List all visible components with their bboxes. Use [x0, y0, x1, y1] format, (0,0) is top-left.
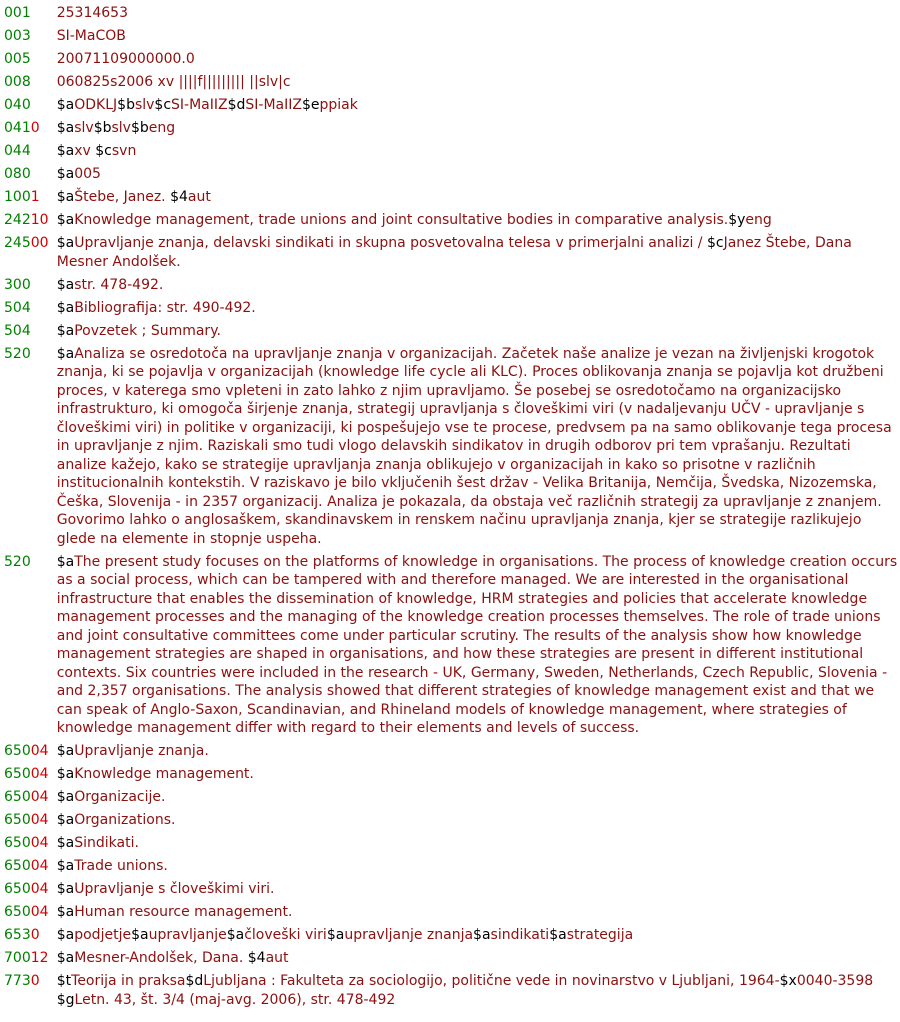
marc-field-080	[4, 165, 900, 184]
subfield-code: $a	[56, 143, 75, 159]
marc-field-650	[4, 742, 900, 761]
field-tag: 003	[4, 28, 31, 44]
field-content	[57, 96, 900, 115]
field-content	[57, 949, 900, 968]
marc-field-041	[4, 119, 900, 138]
subfield-code: $a	[56, 743, 75, 759]
subfield-value: ppiak	[319, 97, 358, 113]
field-content	[57, 834, 900, 853]
field-tag: 504	[4, 299, 31, 316]
subfield-code: $b	[93, 120, 112, 136]
subfield-value: eng	[745, 212, 772, 228]
subfield-value: eng	[148, 120, 176, 136]
subfield-value: Ljubljana : Fakulteta za sociologijo, politične vede in novinarstvo v Ljubljani, 1964-	[203, 973, 780, 989]
subfield-value: upravljanje	[148, 927, 227, 943]
subfield-value: svn	[111, 143, 137, 159]
marc-field-040	[4, 96, 900, 115]
field-tag: 008	[4, 74, 31, 90]
subfield-value: Knowledge management, trade unions and joint consultative bodies in comparative analysis.	[74, 212, 729, 228]
marc-field-504	[4, 322, 900, 341]
marc-field-650	[4, 903, 900, 922]
subfield-value: Teorija in praksa	[71, 973, 186, 989]
field-indicators: 0	[30, 120, 40, 136]
subfield-value: slv	[111, 120, 131, 136]
field-indicators: 04	[30, 789, 49, 805]
marc-field-650	[4, 834, 900, 853]
subfield-code: $a	[131, 927, 149, 943]
marc-field-100	[4, 188, 900, 207]
subfield-code: $x	[779, 973, 797, 989]
subfield-value: podjetje	[74, 927, 132, 943]
subfield-code: $a	[56, 345, 75, 362]
marc-field-653	[4, 926, 900, 945]
subfield-code: $a	[56, 927, 75, 943]
field-tag: 773	[4, 973, 31, 989]
field-tag: 650	[4, 858, 31, 874]
field-indicators: 10	[30, 212, 49, 228]
field-tag: 100	[4, 189, 31, 205]
subfield-code: $a	[56, 881, 75, 897]
subfield-code: $e	[301, 97, 320, 113]
marc-field-700	[4, 949, 900, 968]
subfield-value: Mesner-Andolšek, Dana.	[74, 950, 248, 966]
field-tag: 040	[4, 97, 31, 113]
marc-field-044	[4, 142, 900, 161]
field-tag: 653	[4, 927, 31, 943]
field-indicators: 04	[30, 881, 49, 897]
subfield-value: slv	[74, 120, 94, 136]
subfield-value: Upravljanje s človeškimi viri.	[74, 881, 275, 897]
field-tag: 520	[4, 553, 31, 570]
subfield-code: $a	[56, 858, 75, 874]
field-indicators: 1	[30, 189, 40, 205]
subfield-value: str. 478-492.	[74, 276, 164, 293]
subfield-value: Upravljanje znanja.	[74, 743, 209, 759]
marc-field-520	[4, 553, 900, 738]
marc-field-773	[4, 972, 900, 1009]
field-content	[57, 553, 900, 738]
field-indicators: 04	[30, 835, 49, 851]
subfield-value: Upravljanje znanja, delavski sindikati in skupna posvetovalna telesa v primerjalni analizi /	[74, 235, 707, 251]
subfield-value: Letn. 43, št. 3/4 (maj-avg. 2006), str. 478-492	[74, 991, 396, 1008]
subfield-value: strategija	[566, 927, 634, 943]
subfield-code: $a	[56, 97, 75, 113]
field-content	[57, 119, 900, 138]
field-content	[57, 972, 900, 1009]
subfield-value: sindikati	[490, 927, 550, 943]
subfield-value: upravljanje znanja	[344, 927, 474, 943]
subfield-code: $a	[56, 835, 75, 851]
field-content	[57, 742, 900, 761]
field-content	[57, 73, 900, 92]
field-content	[57, 165, 900, 184]
marc-field-008	[4, 73, 900, 92]
subfield-code: $a	[56, 189, 75, 205]
subfield-value: SI-MaIIZ	[171, 97, 228, 113]
field-tag: 700	[4, 950, 31, 966]
subfield-code: $g	[56, 991, 75, 1008]
field-tag: 650	[4, 743, 31, 759]
subfield-code: $t	[56, 973, 72, 989]
field-tag: 520	[4, 345, 31, 362]
subfield-code: $4	[170, 189, 188, 205]
marc-field-005	[4, 50, 900, 69]
field-content	[57, 211, 900, 230]
field-content	[57, 345, 900, 549]
subfield-code: $c	[95, 143, 112, 159]
subfield-value: Janez Štebe, Dana Mesner Andolšek.	[56, 235, 852, 270]
field-content	[57, 142, 900, 161]
field-indicators: 12	[30, 950, 49, 966]
field-indicators: 00	[30, 235, 49, 251]
subfield-code: $a	[56, 212, 75, 228]
subfield-code: $d	[227, 97, 246, 113]
subfield-code: $a	[56, 950, 75, 966]
field-indicators: 04	[30, 812, 49, 828]
subfield-code: $a	[56, 299, 75, 316]
marc-record	[4, 4, 900, 1014]
subfield-code: $a	[56, 166, 75, 182]
field-tag: 650	[4, 812, 31, 828]
subfield-code: $y	[728, 212, 746, 228]
field-content	[57, 188, 900, 207]
marc-field-001	[4, 4, 900, 23]
field-tag: 242	[4, 212, 31, 228]
marc-field-650	[4, 788, 900, 807]
subfield-code: $a	[56, 120, 75, 136]
field-indicators: 0	[30, 927, 40, 943]
subfield-code: $a	[473, 927, 491, 943]
field-content	[57, 765, 900, 784]
subfield-code: $d	[185, 973, 204, 989]
field-tag: 650	[4, 789, 31, 805]
field-content	[57, 50, 900, 69]
subfield-code: $a	[56, 235, 75, 251]
subfield-value: Organizacije.	[74, 789, 166, 805]
field-content	[57, 811, 900, 830]
subfield-code: $c	[154, 97, 172, 113]
subfield-value: človeški viri	[244, 927, 327, 943]
subfield-value: slv	[134, 97, 155, 113]
subfield-value: 0040-3598	[796, 973, 874, 989]
subfield-code: $a	[56, 789, 75, 805]
subfield-value: ODKLJ	[74, 97, 118, 113]
marc-field-242	[4, 211, 900, 230]
subfield-code: $b	[117, 97, 135, 113]
marc-field-650	[4, 811, 900, 830]
field-tag: 504	[4, 322, 31, 339]
field-indicators: 0	[30, 973, 40, 989]
subfield-value: Sindikati.	[74, 835, 139, 851]
field-tag: 005	[4, 51, 31, 67]
subfield-code: $a	[56, 904, 75, 920]
field-tag: 080	[4, 166, 31, 182]
marc-field-504	[4, 299, 900, 318]
marc-field-650	[4, 765, 900, 784]
field-content	[57, 27, 900, 46]
subfield-value: Bibliografija: str. 490-492.	[74, 299, 256, 316]
field-content	[57, 903, 900, 922]
subfield-code: $a	[326, 927, 345, 943]
field-tag: 001	[4, 5, 31, 21]
subfield-code: $a	[56, 276, 75, 293]
field-tag: 300	[4, 276, 31, 293]
field-content	[57, 926, 900, 945]
subfield-code: $a	[549, 927, 567, 943]
field-tag: 650	[4, 881, 31, 897]
field-indicators: 04	[30, 858, 49, 874]
field-tag: 041	[4, 120, 31, 136]
marc-field-520	[4, 345, 900, 549]
marc-field-245	[4, 234, 900, 271]
field-tag: 650	[4, 835, 31, 851]
subfield-code: $4	[247, 950, 266, 966]
subfield-value: Povzetek ; Summary.	[74, 322, 221, 339]
subfield-value: The present study focuses on the platforms of knowledge in organisations. The process of knowledge creation occurs as a social process, which can be tampered with and therefore managed. We are interested in the organisational infrastructure that enables the dissemination of knowledge, HRM strategies and policies that accelerate knowledge management processes and the managing of the knowledge creation processes themselves. The role of trade unions and joint consultative committees come under particular scrutiny. The results of the analysis show how knowledge management strategies are shaped in organisations, and how these strategies are present in different institutional contexts. Six countries were included in the research - UK, Germany, Sweden, Netherlands, Czech Republic, Slovenia - and 2,357 organisations. The analysis showed that different strategies of knowledge management exist and that we can speak of Anglo-Saxon, Scandinavian, and Rhineland models of knowledge management, where strategies of knowledge management differ with regard to their elements and levels of success.	[56, 553, 898, 736]
marc-field-650	[4, 857, 900, 876]
subfield-code: $a	[226, 927, 245, 943]
field-indicators: 04	[30, 766, 49, 782]
field-tag: 650	[4, 904, 31, 920]
subfield-value: SI-MaIIZ	[245, 97, 302, 113]
field-tag: 044	[4, 143, 31, 159]
field-indicators: 04	[30, 743, 49, 759]
subfield-value: Analiza se osredotoča na upravljanje znanja v organizacijah. Začetek naše analize je vezan na življenjski krogotok znanja, ki se pojavlja v organizacijah (knowledge life cycle ali KLC). Proces oblikovanja znanja se pojavlja kot družbeni proces, v katerega smo vpleteni in zato lahko z njim upravljamo. Še posebej se osredotočamo na organizacijsko infrastrukturo, ki omogoča širjenje znanja, strategij upravljanja s človeškimi viri (v nadaljevanju UČV - upravljanje s človeškimi viri) in politike v organizaciji, ki pospešujejo vse te procese, predvsem pa na samo oblikovanje tega procesa in upravljanje z njim. Raziskali smo tudi vlogo delavskih sindikatov in drugih odborov pri tem vprašanju. Rezultati analize kažejo, kako se strategije upravljanja znanja oblikujejo v organizacijah in kako so prisotne v različnih institucionalnih kontekstih. V raziskavo je bilo vključenih šest držav - Velika Britanija, Nemčija, Švedska, Nizozemska, Češka, Slovenija - in 2357 organizacij. Analiza je pokazala, da obstaja več različnih strategij za upravljanje z znanjem. Govorimo lahko o anglosaškem, skandinavskem in renskem načinu upravljanja znanja, kjer se strategije razlikujejo glede na elemente in stopnje uspeha.	[56, 345, 892, 547]
marc-field-300	[4, 276, 900, 295]
field-content	[57, 880, 900, 899]
subfield-code: $a	[56, 766, 75, 782]
subfield-value: Štebe, Janez.	[74, 189, 171, 205]
subfield-value: Trade unions.	[74, 858, 168, 874]
subfield-value: aut	[265, 950, 289, 966]
subfield-value: xv	[74, 143, 96, 159]
subfield-value: SI-MaCOB	[56, 28, 126, 44]
subfield-value: Knowledge management.	[74, 766, 254, 782]
subfield-value: Organizations.	[74, 812, 176, 828]
subfield-value: aut	[187, 189, 211, 205]
subfield-value: 25314653	[56, 5, 128, 21]
marc-field-650	[4, 880, 900, 899]
subfield-code: $a	[56, 812, 75, 828]
field-indicators: 04	[30, 904, 49, 920]
subfield-code: $b	[130, 120, 149, 136]
subfield-value: 060825s2006 xv ||||f||||||||| ||slv|c	[56, 74, 291, 90]
field-content	[57, 276, 900, 295]
subfield-code: $a	[56, 322, 75, 339]
subfield-code: $c	[706, 235, 724, 251]
subfield-value: Human resource management.	[74, 904, 293, 920]
field-tag: 245	[4, 235, 31, 251]
subfield-value: 20071109000000.0	[56, 51, 195, 67]
field-tag: 650	[4, 766, 31, 782]
field-content	[57, 322, 900, 341]
field-content	[57, 857, 900, 876]
field-content	[57, 788, 900, 807]
field-content	[57, 234, 900, 271]
field-content	[57, 4, 900, 23]
subfield-code: $a	[56, 553, 75, 570]
subfield-value: 005	[74, 166, 101, 182]
field-content	[57, 299, 900, 318]
marc-field-003	[4, 27, 900, 46]
